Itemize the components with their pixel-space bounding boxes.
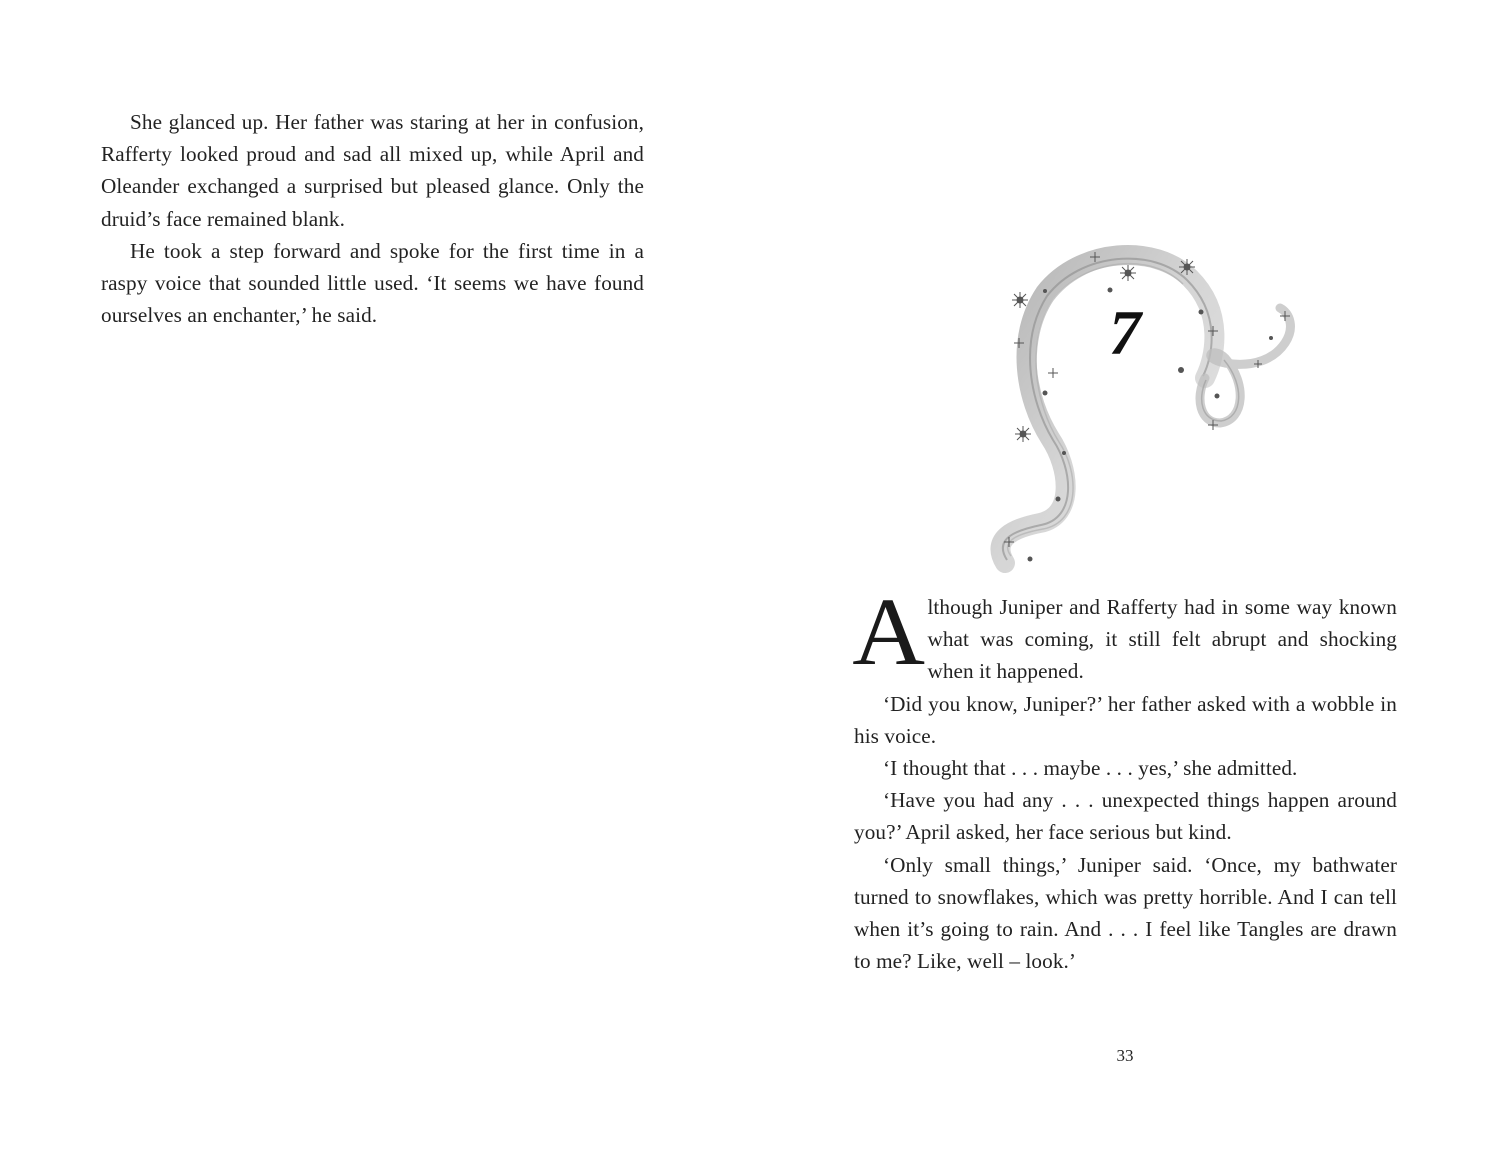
paragraph: ‘Have you had any . . . unexpected things happen around you?’ April asked, her face serious but kind. [854,788,1397,845]
left-page-body [101,106,644,331]
chapter-number: 7 [1109,297,1141,368]
chapter-opening-paragraph [852,578,1397,688]
paragraph: ‘Did you know, Juniper?’ her father asked with a wobble in his voice. [854,691,1397,748]
paragraph: He took a step forward and spoke for the first time in a raspy voice that sounded little used. ‘It seems we have found ourselves an enchanter,’ he said. [101,238,644,328]
right-page-body [852,578,1397,977]
paragraph: ‘Only small things,’ Juniper said. ‘Once, my bathwater turned to snowflakes, which was pretty horrible. And I can tell when it’s going to rain. And . . . I feel like Tangles are drawn to me? Like, well – look.’ [854,852,1397,974]
swirling-ribbon-icon [985,238,1305,573]
page-number: 33 [1116,1046,1134,1065]
drop-cap: A [852,578,926,685]
right-page [750,0,1500,1152]
paragraph: ‘I thought that . . . maybe . . . yes,’ she admitted. [883,756,1298,781]
paragraph: She glanced up. Her father was staring at her in confusion, Rafferty looked proud and sad all mixed up, while April and Oleander exchanged a surprised but pleased glance. Only the druid’s face remained blank. [101,110,644,231]
opening-text: lthough Juniper and Rafferty had in some way known what was coming, it still felt abrupt and shocking when it happened. [927,595,1397,684]
